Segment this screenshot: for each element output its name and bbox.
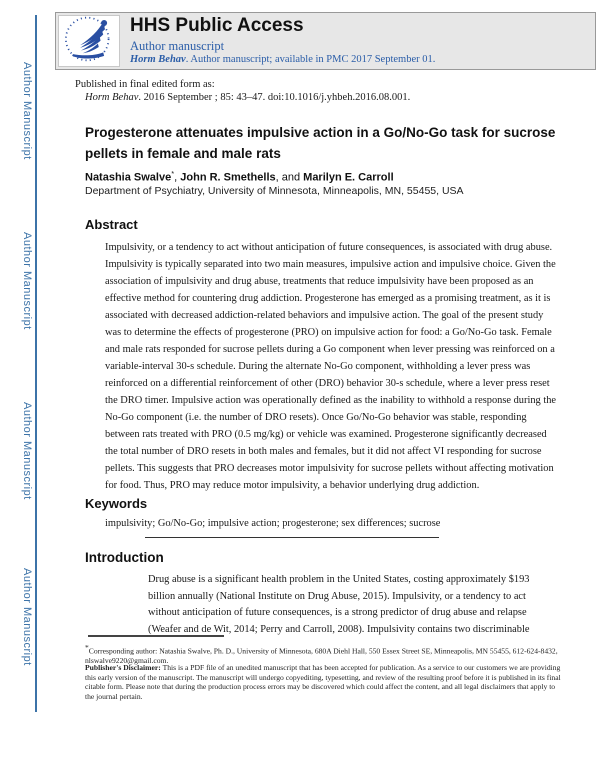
watermark-author-manuscript: Author Manuscript bbox=[21, 568, 33, 666]
watermark-author-manuscript: Author Manuscript bbox=[21, 232, 33, 330]
banner-title: HHS Public Access bbox=[130, 15, 304, 36]
published-journal: Horm Behav bbox=[85, 92, 139, 103]
banner-citation bbox=[130, 54, 435, 65]
introduction-body: Drug abuse is a significant health problem in the United States, costing approximately $193 billion annually (National Institute on Drug Abuse, 2015). Impulsivity, or a tendency to act without anticipation of future consequences, is a strong predictor of drug abuse and relapse (Weafer and de Wit, 2014; Perry and Carroll, 2008). Impulsivity contains two discriminable bbox=[148, 574, 530, 635]
watermark-author-manuscript: Author Manuscript bbox=[21, 62, 33, 160]
abstract-heading: Abstract bbox=[85, 217, 138, 232]
disclaimer-text: This is a PDF file of an unedited manuscript that has been accepted for publication. As a service to our customers we are providing this early version of the manuscript. The manuscript will undergo copyediting, typesetting, and review of the resulting proof before it is published in its final citable form. Please note that during the production process errors may be discovered which could affect the content, and all legal disclaimers that apply to the journal pertain. bbox=[85, 663, 561, 701]
author-name: Marilyn E. Carroll bbox=[303, 171, 394, 184]
affiliation: Department of Psychiatry, University of Minnesota, Minneapolis, MN, 55455, USA bbox=[85, 185, 464, 197]
published-citation bbox=[85, 92, 410, 103]
footnote-rule bbox=[88, 635, 224, 637]
hhs-banner bbox=[55, 12, 596, 70]
banner-citation-rest: . Author manuscript; available in PMC 2017 September 01. bbox=[185, 54, 436, 65]
article-title: Progesterone attenuates impulsive action in a Go/No-Go task for sucrose pellets in female and male rats bbox=[85, 125, 556, 161]
keywords-heading: Keywords bbox=[85, 496, 148, 511]
introduction-heading: Introduction bbox=[85, 550, 164, 565]
author-name: Natashia Swalve bbox=[85, 171, 172, 184]
keywords-rule bbox=[145, 537, 439, 538]
banner-subtitle: Author manuscript bbox=[130, 39, 225, 53]
corresponding-author-text: Corresponding author: Natashia Swalve, Ph. D., University of Minnesota, 680A Diehl Hall, 550 Essex Street SE, Minneapolis, MN 55455, 612-624-8432, nlswalve9220@gmail.com. bbox=[85, 646, 558, 666]
author-separator: , and bbox=[275, 171, 304, 184]
sidebar-divider-line bbox=[35, 15, 37, 712]
disclaimer-label: Publisher's Disclaimer: bbox=[85, 663, 163, 672]
author-list bbox=[85, 169, 394, 184]
publisher-disclaimer bbox=[85, 663, 563, 701]
author-name: John R. Smethells bbox=[180, 171, 276, 184]
author-separator: , bbox=[174, 171, 181, 184]
footnote-asterisk: * bbox=[85, 643, 89, 652]
published-rest: . 2016 September ; 85: 43–47. doi:10.1016/j.yhbeh.2016.08.001. bbox=[138, 92, 411, 103]
corresponding-author-mark: * bbox=[171, 169, 175, 178]
hhs-eagle-icon bbox=[62, 15, 116, 68]
hhs-logo-box bbox=[58, 15, 120, 67]
abstract-body: Impulsivity, or a tendency to act without anticipation of future consequences, is associated with drug abuse. Impulsivity is typically separated into two main measures, impulsive action and impulsive choice. Given the association of impulsivity and drug abuse, treatments that reduce impulsivity have been proposed as an effective method for countering drug addiction. Progesterone has emerged as a promising treatment, as it is associated with decreased addiction-related behaviors and impulsive action. The goal of the present study was to determine the effects of progesterone (PRO) on impulsive action for food: a Go/No-Go task. Female and male rats responded for sucrose pellets during a Go component when lever pressing was reinforced on a variable-interval 30-s schedule. During the alternate No-Go component, withholding a lever press was reinforced on a differential reinforcement of other (DRO) behavior 30-s schedule, where a lever press reset the DRO timer. Impulsive action was operationally defined as the inability to withhold a response during the No-Go component (i.e. the number of DRO resets). Once Go/No-Go behavior was stable, responding between rats treated with PRO (0.5 mg/kg) or vehicle was examined. Progesterone significantly decreased the total number of DRO resets in both males and females, but it did not affect VI responding for sucrose pellets. This suggests that PRO decreases motor impulsivity for sucrose pellets without affecting motivation for food. Thus, PRO may reduce motor impulsivity, a behavior underlying drug addiction. bbox=[105, 242, 557, 491]
published-line: Published in final edited form as: bbox=[75, 79, 215, 90]
keywords-body: impulsivity; Go/No-Go; impulsive action; progesterone; sex differences; sucrose bbox=[105, 518, 441, 529]
watermark-author-manuscript: Author Manuscript bbox=[21, 402, 33, 500]
banner-citation-journal: Horm Behav bbox=[130, 54, 186, 65]
